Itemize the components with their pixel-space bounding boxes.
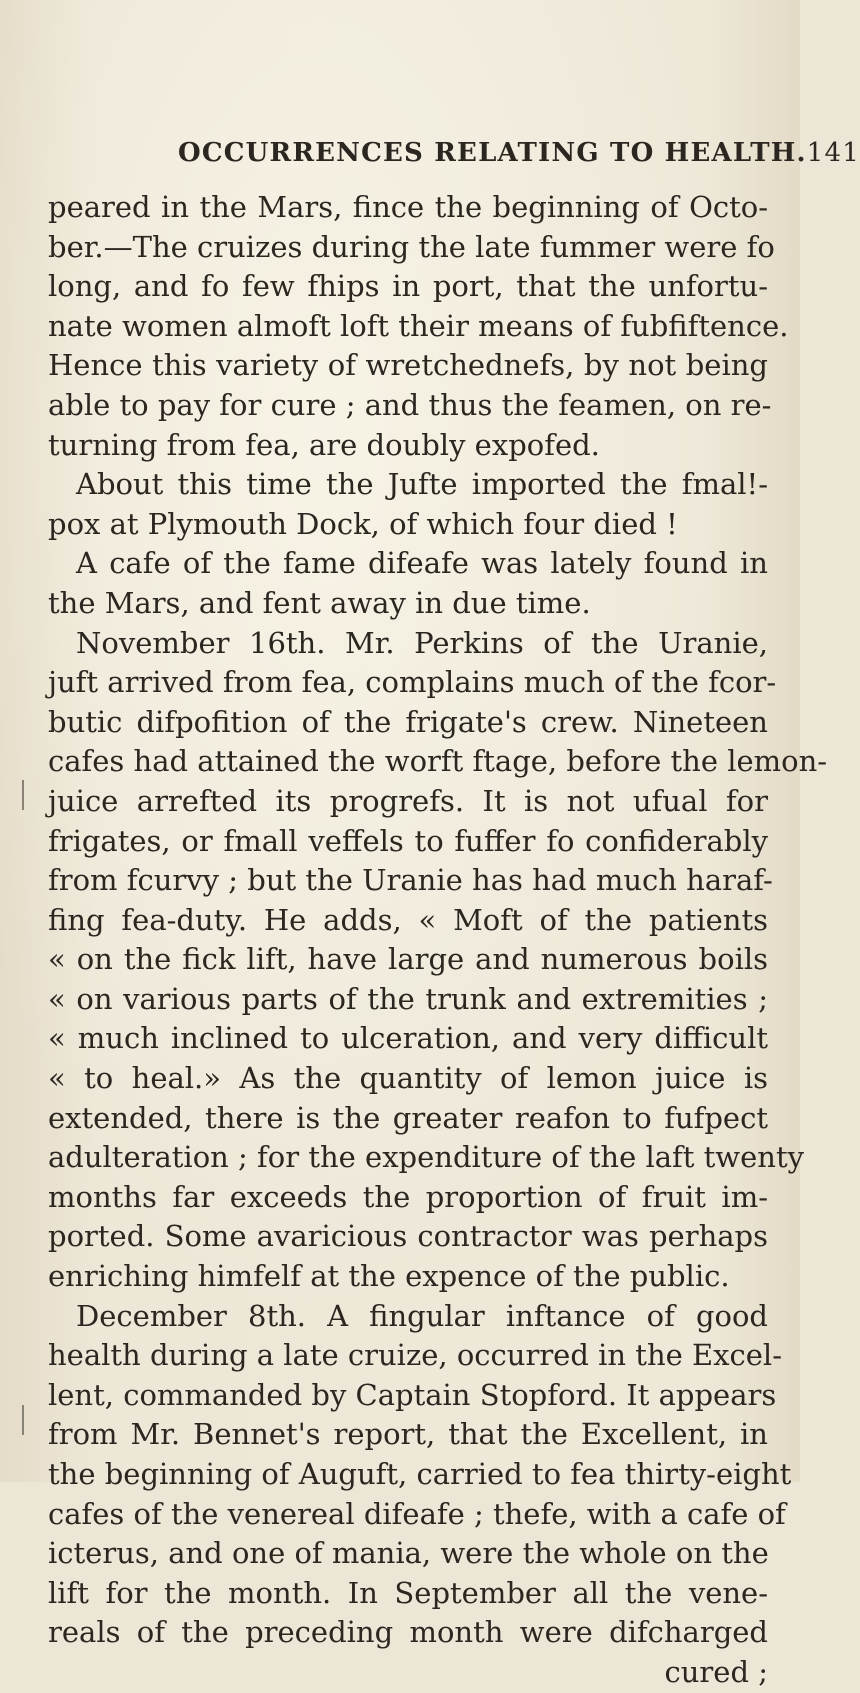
text-line: extended, there is the greater reafon to fufpect [48,1100,768,1135]
text-line: months far exceeds the proportion of fruit im- [48,1179,768,1214]
text-line: pox at Plymouth Dock, of which four died ! [48,506,678,541]
text-line: November 16th. Mr. Perkins of the Uranie, [76,625,768,660]
text-line: adulteration ; for the expenditure of the laft twenty [48,1140,805,1175]
margin-mark [22,1405,24,1435]
text-line: from Mr. Bennet's report, that the Excellent, in [48,1417,768,1452]
running-head [178,138,860,174]
text-line: peared in the Mars, fince the beginning of Octo- [48,190,768,224]
text-line: cafes had attained the worft ftage, before the lemon- [48,744,828,779]
text-line: the beginning of Auguft, carried to fea thirty-eight [48,1457,792,1491]
text-line: icterus, and one of mania, were the whole on the [48,1536,769,1571]
text-line: « on various parts of the trunk and extremities ; [48,981,768,1016]
text-line: December 8th. A fingular inftance of good [76,1298,768,1333]
text-line: nate women almoft loft their means of fubfiftence. [48,308,789,343]
text-line: fing fea-duty. He adds, « Moft of the patients [48,902,768,937]
running-head-title: OCCURRENCES RELATING TO HEALTH. [178,138,807,168]
text-line: lent, commanded by Captain Stopford. It appears [48,1377,777,1412]
text-line: Hence this variety of wretchednefs, by not being [48,348,768,383]
text-line: A cafe of the fame difeafe was lately found in [76,546,768,581]
text-line: « much inclined to ulceration, and very difficult [48,1021,768,1056]
text-line: the Mars, and fent away in due time. [48,585,591,620]
page-number: 141 [806,138,860,168]
text-line: cured ; [664,1654,768,1689]
text-line: « to heal.» As the quantity of lemon juice is [48,1061,768,1096]
text-line: able to pay for cure ; and thus the feamen, on re- [48,387,772,422]
text-line: frigates, or fmall veffels to fuffer fo confiderably [48,823,768,858]
text-line: cafes of the venereal difeafe ; thefe, with a cafe of [48,1496,786,1531]
text-line: turning from fea, are doubly expofed. [48,427,600,462]
text-line: ber.—The cruizes during the late fummer were fo [48,229,775,264]
text-line: butic difpofition of the frigate's crew. Nineteen [48,704,768,739]
text-line: reals of the preceding month were difcharged [48,1615,768,1650]
text-line: juft arrived from fea, complains much of the fcor- [48,665,777,700]
text-line: About this time the Jufte imported the fmal!- [76,467,768,502]
text-line: long, and fo few fhips in port, that the unfortu- [48,269,768,304]
text-line: from fcurvy ; but the Uranie has had much haraf- [48,863,773,898]
text-line: « on the fick lift, have large and numerous boils [48,942,768,977]
text-line: health during a late cruize, occurred in the Excel- [48,1338,783,1373]
text-line: enriching himfelf at the expence of the public. [48,1259,730,1294]
text-line: juice arrefted its progrefs. It is not ufual for [48,783,768,818]
text-line: lift for the month. In September all the vene- [48,1575,768,1610]
margin-mark [22,780,24,810]
text-line: ported. Some avaricious contractor was perhaps [48,1219,768,1254]
body-text [48,188,828,1693]
